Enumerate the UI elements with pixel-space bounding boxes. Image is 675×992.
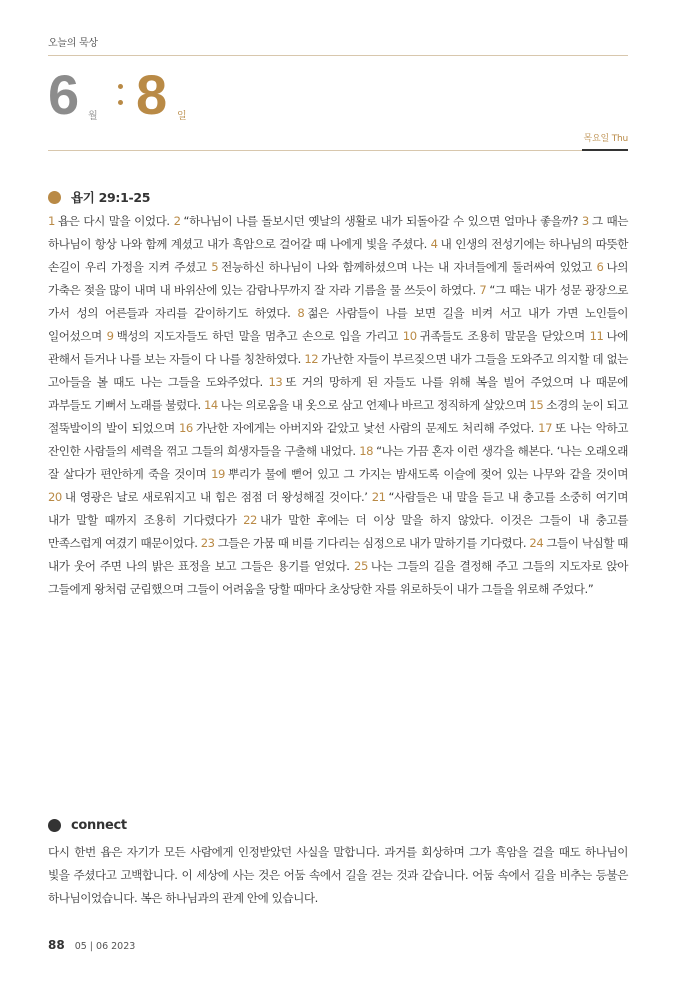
- verse-number: 23: [200, 536, 215, 550]
- verse-number: 8: [297, 306, 305, 320]
- verse-number: 21: [371, 490, 386, 504]
- month-unit: 월: [88, 111, 98, 122]
- month-number: 6: [48, 63, 79, 126]
- verse-number: 4: [430, 237, 438, 251]
- connect-header: [48, 818, 127, 833]
- verse-text: 그 때는 하나님이 항상 나와 함께 계셨고 내가 흑암으로 걸어갈 때 나에게 빛을 주셨다.: [48, 214, 628, 251]
- verse-number: 13: [268, 375, 283, 389]
- verse-number: 22: [243, 513, 257, 527]
- verse-number: 20: [48, 490, 62, 504]
- verse-text: 백성의 지도자들도 하던 말을 멈추고 손으로 입을 가리고: [116, 329, 398, 343]
- verse-text: 전능하신 하나님이 나와 함께하셨으며 나는 내 자녀들에게 둘러싸여 있었고: [221, 260, 592, 274]
- verse-number: 5: [211, 260, 219, 274]
- verse-text: 가난한 자에게는 아버지와 같았고 낯선 사람의 문제도 처리해 주었다.: [195, 421, 534, 435]
- bullet-dot-icon: [48, 819, 61, 832]
- verse-text: 욥은 다시 말을 이었다.: [57, 214, 170, 228]
- page-footer: [48, 938, 135, 952]
- passage-header: [48, 188, 150, 206]
- verse-text: 나는 그들의 길을 결정해 주고 그들의 지도자로 앉아 그들에게 왕처럼 군림했으며 그들이 어려움을 당할 때마다 초상당한 자를 위로하듯이 내가 그들을 위로해 주었다.”: [48, 559, 628, 596]
- scripture-text: [48, 210, 628, 601]
- verse-text: 나의 가축은 젖을 많이 내며 내 바위산에 있는 감람나무까지 잘 자라 기름을 물 쓰듯이 하였다.: [48, 260, 628, 297]
- verse-number: 25: [354, 559, 368, 573]
- verse-text: 나는 의로움을 내 옷으로 삼고 언제나 바르고 정직하게 살았으며: [220, 398, 527, 412]
- verse-number: 6: [596, 260, 604, 274]
- connect-title: connect: [71, 818, 127, 833]
- passage-reference: 욥기 29:1-25: [71, 190, 151, 205]
- verse-number: 3: [581, 214, 589, 228]
- verse-text: 귀족들도 조용히 말문을 닫았으며: [419, 329, 585, 343]
- verse-number: 1: [48, 214, 55, 228]
- section-label: 오늘의 묵상: [48, 38, 98, 49]
- verse-number: 18: [359, 444, 374, 458]
- verse-text: 또 나는 악하고 잔인한 사람들의 세력을 꺾고 그들의 희생자들을 구출해 내었다.: [48, 421, 628, 458]
- verse-number: 17: [538, 421, 553, 435]
- verse-number: 14: [203, 398, 218, 412]
- date-colon-icon: [118, 80, 124, 112]
- verse-number: 24: [529, 536, 544, 550]
- day-unit: 일: [177, 111, 187, 122]
- date-divider: [48, 150, 582, 151]
- connect-text: 다시 한번 욥은 자기가 모든 사람에게 인정받았던 사실을 말합니다. 과거를 회상하며 그가 흑암을 걸을 때도 하나님이 빛을 주셨다고 고백합니다. 이 세상에 사는 것은 어둠 속에서 길을 걷는 것과 같습니다. 어둠 속에서 길을 비추는 등불은 하나님이었습니다. 복은 하나님과의 관계 안에 있습니다.: [48, 845, 628, 905]
- verse-text: 내가 말한 후에는 더 이상 말을 하지 않았다. 이것은 그들이 내 충고를 만족스럽게 여겼기 때문이었다.: [48, 513, 628, 550]
- verse-number: 16: [178, 421, 193, 435]
- verse-text: “나는 가끔 혼자 이런 생각을 해본다. ‘나는 오래오래 잘 살다가 편안하게 죽을 것이며: [48, 444, 628, 481]
- verse-text: 가난한 자들이 부르짖으면 내가 그들을 도와주고 의지할 데 없는 고아들을 볼 때도 나는 그들을 도와주었다.: [48, 352, 628, 389]
- verse-text: “사람들은 내 말을 듣고 내 충고를 소중히 여기며 내가 말할 때까지 조용히 기다렸다가: [48, 490, 628, 527]
- page-number: 88: [48, 938, 65, 952]
- verse-number: 19: [211, 467, 225, 481]
- verse-number: 2: [173, 214, 181, 228]
- verse-text: 나에 관해서 듣거나 나를 보는 자들이 다 나를 칭찬하였다.: [48, 329, 628, 366]
- verse-text: “그 때는 내가 성문 광장으로 가서 성의 어른들과 자리를 같이하기도 하였다.: [48, 283, 628, 320]
- verse-text: “하나님이 나를 돌보시던 옛날의 생활로 내가 되돌아갈 수 있으면 얼마나 좋을까?: [183, 214, 578, 228]
- verse-text: 그들은 가뭄 때 비를 기다리는 심정으로 내가 말하기를 기다렸다.: [217, 536, 527, 550]
- verse-text: 소경의 눈이 되고 절뚝발이의 발이 되었으며: [48, 398, 628, 435]
- verse-number: 9: [106, 329, 114, 343]
- verse-text: 뿌리가 물에 뻗어 있고 그 가지는 밤새도록 이슬에 젖어 있는 나무와 같을 것이며: [227, 467, 628, 481]
- verse-number: 15: [529, 398, 544, 412]
- issue-date: 05 | 06 2023: [74, 941, 136, 952]
- verse-text: 젊은 사람들이 나를 보면 길을 비켜 서고 내가 가면 노인들이 일어섰으며: [48, 306, 629, 343]
- verse-text: 내 영광은 날로 새로워지고 내 힘은 점점 더 왕성해질 것이다.’: [64, 490, 368, 504]
- verse-text: 그들이 낙심할 때 내가 웃어 주면 나의 밝은 표정을 보고 그들은 용기를 얻었다.: [48, 536, 628, 573]
- weekday-underline: [582, 149, 628, 151]
- verse-number: 7: [479, 283, 487, 297]
- bullet-dot-icon: [48, 191, 61, 204]
- verse-text: 내 인생의 전성기에는 하나님의 따뜻한 손길이 우리 가정을 지켜 주셨고: [48, 237, 628, 274]
- verse-number: 11: [589, 329, 604, 343]
- verse-number: 12: [304, 352, 319, 366]
- verse-number: 10: [402, 329, 417, 343]
- top-divider: [48, 55, 628, 56]
- weekday: 목요일 Thu: [583, 134, 628, 144]
- day-number: 8: [136, 63, 167, 126]
- verse-text: 또 거의 망하게 된 자들도 나를 위해 복을 빌어 주었으며 나 때문에 과부들도 기뻐서 노래를 불렀다.: [48, 375, 628, 412]
